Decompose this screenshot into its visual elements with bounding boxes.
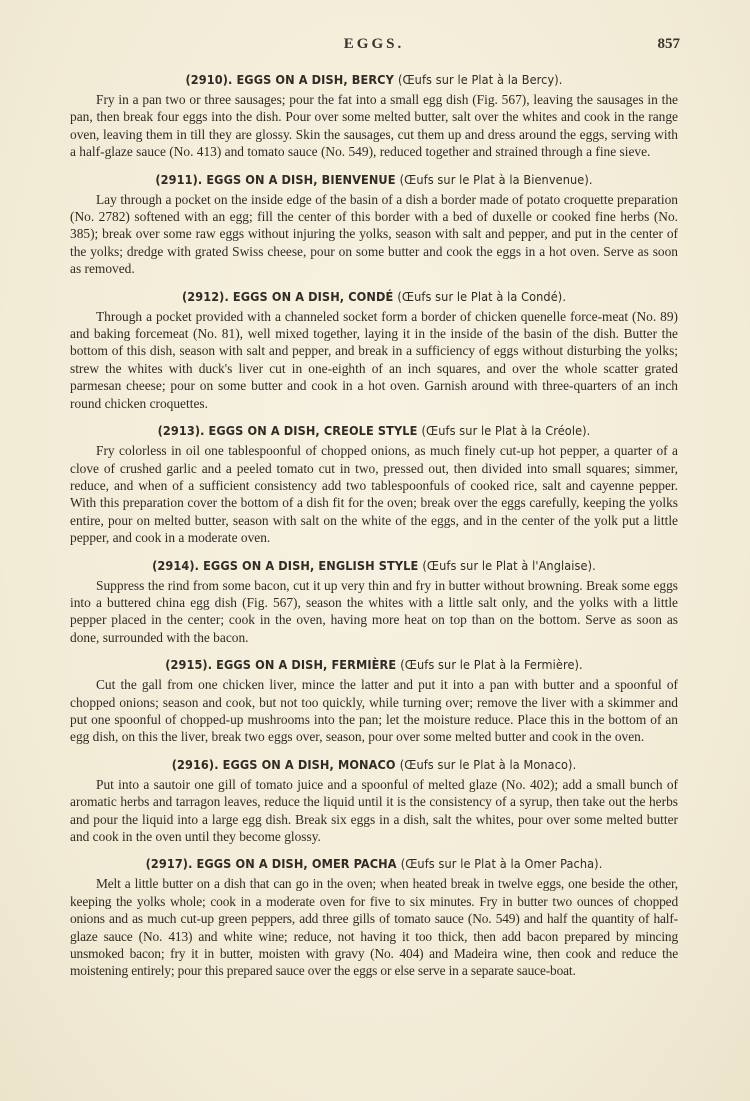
recipe-body: Put into a sautoir one gill of tomato juice and a spoonful of melted glaze (No. 402); add a small bunch of aromatic herbs and tarragon leaves, reduce the liquid until it is the consistency of a syrup, then take out the herbs and pour the liquid into a large egg dish. Break six eggs in a dish, salt the whites, pour over some melted butter and cook in the oven until they become glossy. xyxy=(70,776,678,844)
recipe-body: Fry colorless in oil one tablespoonful of chopped onions, as much finely cut-up hot pepper, a quarter of a clove of crushed garlic and a peeled tomato cut in two, pressed out, then divided into small squares; simmer, reduce, and when of a sufficient consistency add two tablespoonfuls of cooked rice, salt and cayenne pepper. With this preparation cover the bottom of a dish fit for the oven; break over the eggs carefully, keeping the yolks entire, pour on melted butter, season with salt on the white of the eggs, and in the center of the yolk put a little pepper, and cook in a moderate oven. xyxy=(70,443,678,546)
running-title: EGGS. xyxy=(343,36,405,52)
recipe-2912 xyxy=(70,289,678,412)
recipe-french-title: (Œufs sur le Plat à l'Anglaise). xyxy=(422,557,596,573)
recipe-heading xyxy=(70,558,678,573)
recipe-french-title: (Œufs sur le Plat à la Condé). xyxy=(397,288,567,304)
recipe-heading xyxy=(70,72,678,87)
recipe-2911 xyxy=(70,172,678,278)
recipe-title: (2910). EGGS ON A DISH, BERCY xyxy=(185,72,394,87)
recipe-french-title: (Œufs sur le Plat à la Monaco). xyxy=(399,756,577,772)
recipe-body: Cut the gall from one chicken liver, mince the latter and put it into a pan with butter and a spoonful of chopped onions; season and cook, but not too quickly, while turning over; remove the liver with a skimmer and put one spoonful of chopped-up mushrooms into the pan; let the moisture reduce. Place this in the bottom of an egg dish, on this the liver, break two eggs over, season, pour over some melted butter and cook in the oven. xyxy=(70,677,678,745)
recipe-2916 xyxy=(70,757,678,846)
recipe-french-title: (Œufs sur le Plat à la Créole). xyxy=(421,423,591,439)
recipe-2917 xyxy=(70,856,678,979)
recipe-heading xyxy=(70,172,678,187)
recipe-heading xyxy=(70,423,678,438)
recipe-heading xyxy=(70,657,678,672)
recipe-french-title: (Œufs sur le Plat à la Fermière). xyxy=(400,657,583,673)
recipe-title: (2911). EGGS ON A DISH, BIENVENUE xyxy=(155,171,396,187)
page-number: 857 xyxy=(657,36,680,52)
recipe-heading xyxy=(70,856,678,871)
recipe-title: (2916). EGGS ON A DISH, MONACO xyxy=(171,756,396,772)
recipe-french-title: (Œufs sur le Plat à la Bercy). xyxy=(397,72,563,87)
recipe-title: (2912). EGGS ON A DISH, CONDÉ xyxy=(181,288,394,304)
running-head xyxy=(70,36,678,58)
recipe-2910 xyxy=(70,72,678,161)
recipe-body: Through a pocket provided with a channeled socket form a border of chicken quenelle force-meat (No. 89) and baking forcemeat (No. 81), well mixed together, laying it in the inside of the basin of the dish. Butter the bottom of this dish, season with salt and pepper, and break in a sufficiency of eggs without disturbing the yolks; strew the whites with duck's liver cut in one-eighth of an inch squares, and over the whole scatter grated parmesan cheese; pour on some butter and cook in a hot oven. Garnish around with three-quarters of an inch round chicken croquettes. xyxy=(70,308,678,411)
recipe-french-title: (Œufs sur le Plat à la Bienvenue). xyxy=(399,171,593,187)
recipe-title: (2915). EGGS ON A DISH, FERMIÈRE xyxy=(165,657,397,673)
recipe-title: (2917). EGGS ON A DISH, OMER PACHA xyxy=(145,856,397,872)
recipe-2914 xyxy=(70,558,678,647)
recipe-body: Suppress the rind from some bacon, cut it up very thin and fry in butter without browning. Break some eggs into a buttered china egg dish (Fig. 567), season the whites with a little salt only, and the yolks with a little pepper placed in the center; cook in the oven, having more heat on top than on the bottom. Serve as soon as done, surrounded with the bacon. xyxy=(70,577,678,645)
recipe-body: Melt a little butter on a dish that can go in the oven; when heated break in twelve eggs, one beside the other, keeping the yolks whole; cook in a moderate oven for five to six minutes. Fry in butter two ounces of chopped onions and as much cut-up green peppers, add three gills of tomato sauce (No. 549) and half the quantity of half-glaze sauce (No. 413) and white wine; reduce, not having it too thick, then add bacon prepared by mincing unsmoked bacon; fry it in butter, moisten with gravy (No. 404) and Madeira wine, then cook and reduce the moistening entirely; pour this prepared sauce over the eggs or else serve in a separate sauce-boat. xyxy=(70,876,678,979)
recipe-french-title: (Œufs sur le Plat à la Omer Pacha). xyxy=(400,856,603,872)
recipe-body: Lay through a pocket on the inside edge of the basin of a dish a border made of potato croquette preparation (No. 2782) softened with an egg; fill the center of this border with a bed of duxelle or cooked fine herbs (No. 385); break over some raw eggs without injuring the yolks, season with salt and pepper, and put in the center of the yolks; dredge with grated Swiss cheese, pour on some butter and cook the eggs in a hot oven. Serve as soon as removed. xyxy=(70,191,678,277)
recipe-2915 xyxy=(70,657,678,746)
recipe-heading xyxy=(70,289,678,304)
recipe-title: (2913). EGGS ON A DISH, CREOLE STYLE xyxy=(157,423,418,439)
recipe-title: (2914). EGGS ON A DISH, ENGLISH STYLE xyxy=(152,557,419,573)
recipe-2913 xyxy=(70,423,678,546)
recipe-heading xyxy=(70,757,678,772)
recipe-body: Fry in a pan two or three sausages; pour the fat into a small egg dish (Fig. 567), leaving the sausages in the pan, then break four eggs into the dish. Pour over some melted butter, salt over the whites and cook in the range oven, leaving them in till they are glossy. Skin the sausages, cut them up and dress around the eggs, serving with a half-glaze sauce (No. 413) and tomato sauce (No. 549), reduced together and strained through a fine sieve. xyxy=(70,92,678,160)
